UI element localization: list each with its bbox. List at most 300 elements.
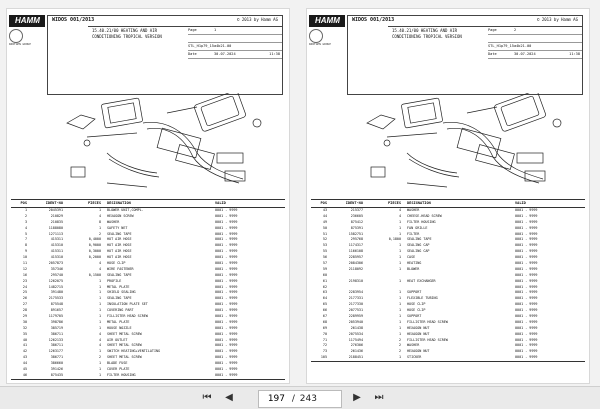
pos-cell: 105: [320, 355, 327, 360]
pos-cell: 12: [22, 266, 27, 271]
pieces-cell: 1: [98, 372, 101, 377]
pos-cell: 52: [322, 237, 327, 242]
ident-cell: 2188451: [348, 355, 363, 360]
next-page-icon[interactable]: ▶: [353, 392, 361, 403]
designation-cell: PROFILE: [107, 278, 122, 283]
prev-page-icon[interactable]: ◀: [225, 392, 233, 403]
designation-cell: WASHER: [107, 219, 120, 224]
ident-cell: 1582751: [348, 231, 363, 236]
pos-cell: 70: [322, 331, 327, 336]
pos-cell: 68: [322, 319, 327, 324]
valid-cell: 0001 - 9999: [515, 278, 538, 283]
pieces-cell: 1: [98, 361, 101, 366]
designation-cell: SHIELD SEALING: [107, 290, 136, 295]
designation-cell: SEALING TAPE: [107, 296, 132, 301]
pos-cell: 26: [22, 296, 27, 301]
valid-cell: 0001 - 9999: [515, 290, 538, 295]
designation-cell: CHEESE-HEAD SCREW: [407, 213, 442, 218]
header-meta: Page 2 STL_H1p79_15a4b21-00 Date 30.07.2024 11:38: [488, 27, 582, 59]
designation-cell: SUPPORT: [407, 290, 422, 295]
valid-cell: 0001 - 9999: [215, 331, 238, 336]
ident-cell: 1174317: [348, 243, 363, 248]
valid-cell: 0001 - 9999: [215, 219, 238, 224]
ident-cell: 386771: [50, 355, 63, 360]
pieces-cell: 8: [98, 219, 101, 224]
pos-cell: 44: [322, 213, 327, 218]
pieces-cell: 0,1800: [388, 237, 401, 242]
pieces-cell: 1: [398, 278, 401, 283]
pos-cell: 59: [322, 266, 327, 271]
pieces-cell: 4: [98, 331, 101, 336]
ident-cell: 261438: [350, 325, 363, 330]
valid-cell: 0001 - 9999: [515, 319, 538, 324]
ident-cell: 261436: [350, 349, 363, 354]
valid-cell: 0001 - 9999: [215, 325, 238, 330]
designation-cell: BLOWER: [407, 266, 420, 271]
valid-cell: 0001 - 9999: [515, 225, 538, 230]
ident-cell: 2075534: [348, 331, 363, 336]
pieces-cell: 4: [98, 337, 101, 342]
ident-cell: 875391: [350, 225, 363, 230]
header-meta: Page 1 STL_H1p79_15a4b21-00 Date 30.07.2024 11:38: [188, 27, 282, 59]
pos-cell: 35: [22, 331, 27, 336]
ident-cell: 385719: [50, 325, 63, 330]
ident-cell: 415310: [50, 255, 63, 260]
pieces-cell: 1: [398, 325, 401, 330]
pos-cell: 43: [322, 208, 327, 212]
designation-cell: SEALING TAPE: [107, 231, 132, 236]
pos-cell: 69: [322, 325, 327, 330]
valid-cell: 0001 - 9999: [215, 272, 238, 277]
first-page-icon[interactable]: ⏮: [202, 392, 212, 403]
copyright: © 2013 by Hamm AG: [537, 17, 578, 22]
designation-cell: HOSE CLIP: [407, 302, 426, 307]
wirtgen-logo-icon: [309, 29, 323, 43]
designation-cell: AIR OUTLET: [107, 337, 128, 342]
ident-cell: 357346: [50, 266, 63, 271]
pieces-cell: 1: [98, 296, 101, 301]
designation-cell: BLADE FUSE: [107, 361, 128, 366]
valid-cell: 0001 - 9999: [215, 337, 238, 342]
ident-cell: 2198310: [348, 278, 363, 283]
designation-cell: SEALING CAP: [407, 249, 430, 254]
ident-cell: 210835: [50, 219, 63, 224]
valid-cell: 0001 - 9999: [515, 249, 538, 254]
designation-cell: FAN GRILLE: [407, 225, 428, 230]
ident-cell: 2077531: [348, 308, 363, 313]
valid-cell: 0001 - 9999: [515, 314, 538, 319]
pieces-cell: 0,4000: [88, 237, 101, 242]
pieces-cell: 1: [398, 255, 401, 260]
ident-cell: 891657: [50, 308, 63, 313]
valid-cell: 0001 - 9999: [515, 331, 538, 336]
designation-cell: HEAT EXCHANGER: [407, 278, 436, 283]
designation-cell: STICKER: [407, 355, 422, 360]
designation-cell: SHEET METAL SCREW: [107, 331, 142, 336]
valid-cell: 0001 - 9999: [215, 249, 238, 254]
designation-cell: METAL PLATE: [107, 284, 130, 289]
pos-cell: 23: [22, 278, 27, 283]
valid-cell: 0001 - 9999: [215, 349, 238, 354]
designation-cell: SEALING TAPE: [107, 272, 132, 277]
designation-cell: FLEXIBLE TUBING: [407, 296, 438, 301]
pos-cell: 49: [322, 219, 327, 224]
pieces-cell: 0,3000: [88, 249, 101, 254]
designation-cell: FILLISTER HEAD SCREW: [407, 319, 448, 324]
pos-cell: 53: [322, 243, 327, 248]
pieces-cell: 1: [98, 302, 101, 307]
designation-cell: SAFETY NET: [107, 225, 128, 230]
valid-cell: 0001 - 9999: [515, 255, 538, 260]
designation-cell: HOSE CLIP: [407, 308, 426, 313]
total-pages: 243: [299, 394, 317, 404]
pieces-cell: 1: [398, 355, 401, 360]
wirtgen-logo-text: WIRTGEN GROUP: [9, 42, 31, 46]
ident-cell: 2175533: [48, 296, 63, 301]
pos-cell: 5: [24, 231, 27, 236]
ident-cell: 2084306: [348, 261, 363, 266]
pieces-cell: 1: [398, 231, 401, 236]
pos-cell: 57: [322, 261, 327, 266]
valid-cell: 0001 - 9999: [515, 349, 538, 354]
ident-cell: 295740: [50, 272, 63, 277]
assembly-description: 15.40.21/00 HEATING AND AIR CONDITIONING TROPICAL VERSION: [92, 28, 162, 39]
pos-cell: 27: [22, 302, 27, 307]
designation-cell: METAL PLATE: [107, 319, 130, 324]
valid-cell: 0001 - 9999: [215, 372, 238, 377]
wirtgen-logo-text: WIRTGEN GROUP: [309, 42, 331, 46]
pos-cell: 63: [322, 290, 327, 295]
valid-cell: 0001 - 9999: [515, 296, 538, 301]
pieces-cell: 4: [398, 208, 401, 212]
pieces-cell: 1: [98, 225, 101, 230]
pos-cell: 25: [22, 290, 27, 295]
designation-cell: FILTER: [407, 231, 420, 236]
pieces-cell: 1: [398, 266, 401, 271]
designation-cell: HOT AIR HOSE: [107, 255, 132, 260]
table-row: [311, 355, 585, 361]
ident-cell: 1482715: [48, 284, 63, 289]
pieces-cell: 1: [398, 314, 401, 319]
designation-cell: SHEET METAL SCREW: [107, 355, 142, 360]
designation-cell: WASHER: [407, 208, 420, 212]
wirtgen-logo-icon: [9, 29, 23, 43]
valid-cell: 0001 - 9999: [515, 272, 538, 277]
ident-cell: 2057873: [48, 261, 63, 266]
pos-cell: 42: [22, 349, 27, 354]
valid-cell: 0001 - 9999: [515, 355, 538, 360]
ident-cell: 210829: [50, 213, 63, 218]
valid-cell: 0001 - 9999: [515, 337, 538, 342]
logo-area: [9, 15, 45, 55]
pos-cell: 45: [22, 367, 27, 372]
pieces-cell: 2: [398, 343, 401, 348]
designation-cell: SEALING CAP: [407, 243, 430, 248]
ident-cell: 875412: [350, 219, 363, 224]
pos-cell: 29: [22, 314, 27, 319]
pieces-cell: 1: [98, 367, 101, 372]
ident-cell: 875435: [50, 372, 63, 377]
pos-cell: 64: [322, 296, 327, 301]
pieces-cell: 4: [398, 213, 401, 218]
pieces-cell: 0,2000: [88, 255, 101, 260]
hamm-logo: HAMM: [309, 15, 345, 27]
table-header: POS IDENT-NO PIECES DESIGNATION VALID: [11, 200, 285, 208]
pieces-cell: 1: [98, 314, 101, 319]
valid-cell: 0001 - 9999: [515, 325, 538, 330]
designation-cell: HEXAGON NUT: [407, 349, 430, 354]
pos-cell: 41: [22, 343, 27, 348]
designation-cell: FILLISTER HEAD SCREW: [407, 337, 448, 342]
pos-cell: 32: [22, 325, 27, 330]
pieces-cell: 1: [98, 208, 101, 212]
valid-cell: 0001 - 9999: [515, 231, 538, 236]
pos-cell: 67: [322, 314, 327, 319]
pos-cell: 55: [322, 249, 327, 254]
valid-cell: 0001 - 9999: [215, 308, 238, 313]
valid-cell: 0001 - 9999: [215, 355, 238, 360]
valid-cell: 0001 - 9999: [215, 266, 238, 271]
valid-cell: 0001 - 9999: [515, 213, 538, 218]
designation-cell: INSULATION PLATE SET: [107, 302, 148, 307]
valid-cell: 0001 - 9999: [215, 261, 238, 266]
designation-cell: FILLISTER HEAD SCREW: [107, 314, 148, 319]
pos-cell: 50: [322, 225, 327, 230]
valid-cell: 0001 - 9999: [215, 314, 238, 319]
pieces-cell: 2: [398, 349, 401, 354]
pieces-cell: 1: [398, 302, 401, 307]
document-title: WIDOS 001/2013: [352, 17, 395, 23]
pdf-toolbar: [0, 386, 600, 409]
page-header: [347, 15, 583, 95]
page-navigator: [258, 390, 342, 408]
pieces-cell: 1: [98, 319, 101, 324]
pos-cell: 16: [22, 272, 27, 277]
pieces-cell: 1: [98, 325, 101, 330]
pieces-cell: 1: [398, 225, 401, 230]
designation-cell: CASE: [407, 255, 416, 260]
designation-cell: HOT AIR HOSE: [107, 237, 132, 242]
ident-cell: 276306: [350, 343, 363, 348]
valid-cell: 0001 - 9999: [215, 296, 238, 301]
pieces-cell: 1: [398, 249, 401, 254]
designation-cell: SHEET METAL SCREW: [107, 343, 142, 348]
valid-cell: 0001 - 9999: [215, 213, 238, 218]
pos-cell: 73: [322, 349, 327, 354]
ident-cell: 236605: [350, 213, 363, 218]
pos-cell: 7: [24, 237, 27, 242]
last-page-icon[interactable]: ⏭: [374, 392, 384, 403]
pos-cell: 71: [322, 337, 327, 342]
designation-cell: SEALING TAPE: [407, 237, 432, 242]
valid-cell: 0001 - 9999: [515, 308, 538, 313]
valid-cell: 0001 - 9999: [215, 278, 238, 283]
designation-cell: SUPPORT: [407, 314, 422, 319]
ident-cell: 1188080: [48, 225, 63, 230]
ident-cell: 2283954: [348, 290, 363, 295]
valid-cell: 0001 - 9999: [215, 225, 238, 230]
designation-cell: HEXAGON NUT: [407, 325, 430, 330]
pos-cell: 66: [322, 308, 327, 313]
valid-cell: 0001 - 9999: [515, 261, 538, 266]
pos-cell: 72: [322, 343, 327, 348]
ident-cell: 2289959: [348, 314, 363, 319]
pos-cell: 46: [22, 372, 27, 377]
exploded-parts-drawing: [47, 93, 281, 195]
valid-cell: 0001 - 9999: [215, 243, 238, 248]
ident-cell: 2285957: [348, 255, 363, 260]
logo-area: [309, 15, 345, 55]
valid-cell: 0001 - 9999: [515, 208, 538, 212]
pieces-cell: 4: [98, 343, 101, 348]
valid-cell: 0001 - 9999: [515, 266, 538, 271]
pieces-cell: 1: [398, 290, 401, 295]
ident-cell: 1175494: [348, 337, 363, 342]
valid-cell: 0001 - 9999: [215, 255, 238, 260]
pieces-cell: 1: [398, 261, 401, 266]
pieces-cell: 2: [98, 355, 101, 360]
pieces-cell: 0,1500: [88, 272, 101, 277]
ident-cell: 2177330: [348, 302, 363, 307]
valid-cell: 0001 - 9999: [515, 302, 538, 307]
exploded-parts-drawing: [347, 93, 581, 195]
pos-cell: 62: [322, 284, 327, 289]
pieces-cell: 1: [98, 278, 101, 283]
pos-cell: 30: [22, 319, 27, 324]
pieces-cell: 4: [98, 266, 101, 271]
hamm-logo: HAMM: [9, 15, 45, 27]
valid-cell: 0001 - 9999: [515, 284, 538, 289]
pieces-cell: 4: [98, 261, 101, 266]
pieces-cell: 1: [398, 308, 401, 313]
ident-cell: 386660: [50, 361, 63, 366]
page-number-input[interactable]: [259, 394, 287, 404]
valid-cell: 0001 - 9999: [215, 361, 238, 366]
designation-cell: SWITCH HEATING+VENTILATING: [107, 349, 161, 354]
ident-cell: 875548: [50, 302, 63, 307]
pos-cell: 2: [24, 213, 27, 218]
designation-cell: BLOWER UNIT,COMPL.: [107, 208, 144, 212]
ident-cell: 2045391: [48, 208, 63, 212]
pieces-cell: 1: [98, 290, 101, 295]
pos-cell: 51: [322, 231, 327, 236]
pieces-cell: 4: [98, 213, 101, 218]
designation-cell: COVER PLATE: [107, 367, 130, 372]
valid-cell: 0001 - 9999: [215, 367, 238, 372]
ident-cell: 2053940: [348, 319, 363, 324]
designation-cell: FILTER HOUSING: [407, 219, 436, 224]
valid-cell: 0001 - 9999: [515, 343, 538, 348]
designation-cell: FILTER HOUSING: [107, 372, 136, 377]
ident-cell: 1271113: [48, 231, 63, 236]
valid-cell: 0001 - 9999: [215, 237, 238, 242]
designation-cell: HOSE CLIP: [107, 261, 126, 266]
pos-cell: 8: [24, 243, 27, 248]
pos-cell: 1: [24, 208, 27, 212]
ident-cell: 1179705: [48, 314, 63, 319]
pieces-cell: 1: [398, 243, 401, 248]
pieces-cell: 1: [398, 331, 401, 336]
pieces-cell: 2: [398, 337, 401, 342]
pieces-cell: 1: [398, 219, 401, 224]
valid-cell: 0001 - 9999: [515, 237, 538, 242]
ident-cell: 391426: [50, 367, 63, 372]
copyright: © 2013 by Hamm AG: [237, 17, 278, 22]
ident-cell: 2118092: [348, 266, 363, 271]
ident-cell: 386711: [50, 343, 63, 348]
pos-cell: 43: [22, 355, 27, 360]
pos-cell: 65: [322, 302, 327, 307]
valid-cell: 0001 - 9999: [215, 208, 238, 212]
pos-cell: 11: [22, 261, 27, 266]
parts-table: [311, 199, 585, 362]
pos-cell: 56: [322, 255, 327, 260]
valid-cell: 0001 - 9999: [215, 290, 238, 295]
pos-cell: 24: [22, 284, 27, 289]
pieces-cell: 0,9000: [88, 243, 101, 248]
pieces-cell: 1: [398, 319, 401, 324]
ident-cell: 1263177: [48, 349, 63, 354]
pos-cell: 44: [22, 361, 27, 366]
page-header: [47, 15, 283, 95]
pos-cell: 3: [24, 219, 27, 224]
ident-cell: 415311: [50, 249, 63, 254]
page-right: [306, 8, 590, 384]
pieces-cell: 1: [98, 284, 101, 289]
designation-cell: WASHER: [407, 343, 420, 348]
table-header: POS IDENT-NO PIECES DESIGNATION VALID: [311, 200, 585, 208]
valid-cell: 0001 - 9999: [215, 343, 238, 348]
designation-cell: HEXAGON SCREW: [107, 213, 134, 218]
pieces-cell: 1: [398, 296, 401, 301]
assembly-description: 15.40.21/00 HEATING AND AIR CONDITIONING TROPICAL VERSION: [392, 28, 462, 39]
pieces-cell: 1: [98, 308, 101, 313]
valid-cell: 0001 - 9999: [215, 302, 238, 307]
ident-cell: 415311: [50, 237, 63, 242]
ident-cell: 1166108: [348, 249, 363, 254]
valid-cell: 0001 - 9999: [515, 219, 538, 224]
pos-cell: 40: [22, 337, 27, 342]
designation-cell: COVERING PART: [107, 308, 134, 313]
pos-cell: 28: [22, 308, 27, 313]
table-row: [11, 373, 285, 379]
valid-cell: 0001 - 9999: [215, 284, 238, 289]
pos-cell: 61: [322, 278, 327, 283]
ident-cell: 295768: [350, 237, 363, 242]
designation-cell: HEXAGON NUT: [407, 331, 430, 336]
pos-cell: 4: [24, 225, 27, 230]
valid-cell: 0001 - 9999: [515, 243, 538, 248]
ident-cell: 1262075: [48, 278, 63, 283]
ident-cell: 386711: [50, 331, 63, 336]
designation-cell: HOT AIR HOSE: [107, 243, 132, 248]
designation-cell: HOUSE NOZZLE: [107, 325, 132, 330]
pieces-cell: 1: [98, 349, 101, 354]
designation-cell: HOT AIR HOSE: [107, 249, 132, 254]
valid-cell: 0001 - 9999: [215, 231, 238, 236]
pos-cell: 10: [22, 255, 27, 260]
ident-cell: 415310: [50, 243, 63, 248]
page-separator: /: [291, 394, 295, 404]
pieces-cell: 2: [98, 231, 101, 236]
valid-cell: 0001 - 9999: [215, 319, 238, 324]
pos-cell: 9: [24, 249, 27, 254]
page-left: [6, 8, 290, 384]
designation-cell: WIRE FASTENER: [107, 266, 134, 271]
ident-cell: 215377: [350, 208, 363, 212]
document-title: WIDOS 001/2013: [52, 17, 95, 23]
ident-cell: 1262133: [48, 337, 63, 342]
